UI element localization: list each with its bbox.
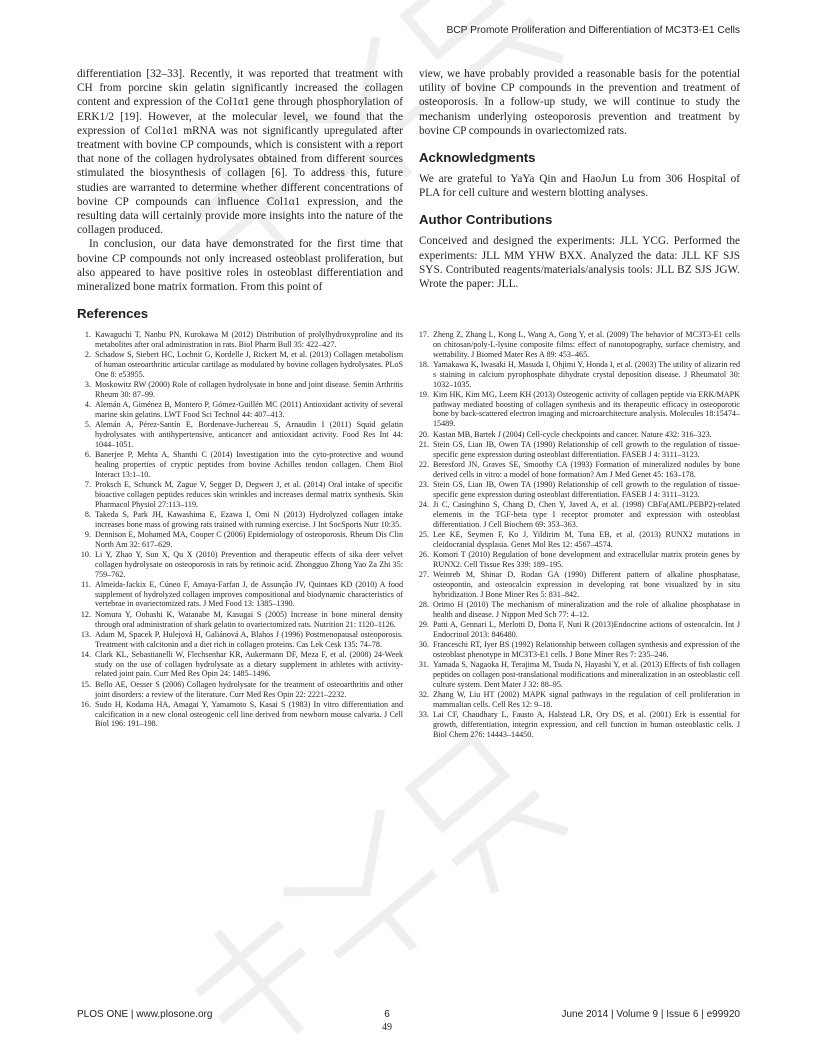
reference-text: Franceschi RT, Iyer BS (1992) Relationship between collagen synthesis and expression of the osteoblast phenotype in MC3T3-E1 cells. J Bone Miner Res 7: 235–246. bbox=[433, 640, 740, 659]
reference-number: 26. bbox=[418, 550, 429, 560]
footer-page-number: 6 bbox=[384, 1009, 390, 1020]
right-column bbox=[419, 67, 740, 294]
reference-number: 2. bbox=[84, 350, 91, 360]
reference-item bbox=[415, 530, 740, 550]
reference-item bbox=[415, 500, 740, 529]
reference-number: 6. bbox=[84, 450, 91, 460]
reference-number: 21. bbox=[418, 439, 429, 449]
reference-text: Beresford JN, Graves SE, Smoothy CA (1993) Formation of mineralized nodules by bone derived cells in vitro: a model of bone formation? Am J Med Genet 45: 163–178. bbox=[433, 459, 740, 479]
reference-number: 29. bbox=[418, 620, 429, 630]
reference-text: Alemán A, Pérez-Santín E, Bordenave-Juchereau S, Arnaudin I (2011) Squid gelatin hydrolysates with antihypertensive, anticancer and antioxidant activity. Food Res Int 44: 1044–1051. bbox=[95, 420, 403, 449]
reference-item bbox=[77, 550, 403, 579]
reference-item bbox=[77, 330, 403, 350]
reference-number: 4. bbox=[84, 400, 91, 410]
reference-text: Bello AE, Oesser S (2006) Collagen hydrolysate for the treatment of osteoarthritis and other joint disorders: a review of the literature. Curr Med Res Opin 22: 2221–2232. bbox=[95, 679, 403, 699]
reference-number: 28. bbox=[418, 600, 429, 610]
reference-item bbox=[415, 360, 740, 389]
reference-number: 27. bbox=[418, 570, 429, 580]
reference-text: Banerjee P, Mehta A, Shanthi C (2014) Investigation into the cyto-protective and wound healing properties of cryptic peptides from bovine Achilles tendon collagen. Chem Biol Interact 13:1–10. bbox=[95, 450, 403, 479]
reference-item bbox=[77, 530, 403, 550]
reference-item bbox=[415, 620, 740, 640]
references-list-right bbox=[415, 330, 740, 740]
author-contributions-text: Conceived and designed the experiments: JLL YCG. Performed the experiments: JLL MM YHW BXX. Analyzed the data: JLL KF SJS SYS. Contributed reagents/materials/analysis tools: JLL BZ SJS JGW. Wrote the paper: JLL. bbox=[419, 235, 740, 291]
reference-number: 19. bbox=[418, 389, 429, 399]
reference-number: 18. bbox=[418, 360, 429, 370]
reference-number: 22. bbox=[418, 459, 429, 469]
reference-item bbox=[77, 420, 403, 449]
reference-item bbox=[415, 460, 740, 480]
reference-text: Moskowitz RW (2000) Role of collagen hydrolysate in bone and joint disease. Semin Arthritis Rheum 30: 87–99. bbox=[95, 380, 403, 399]
reference-number: 9. bbox=[84, 530, 91, 539]
reference-text: Kastan MB, Bartek J (2004) Cell-cycle checkpoints and cancer. Nature 432: 316–323. bbox=[433, 429, 712, 439]
reference-item bbox=[415, 480, 740, 500]
reference-text: Alemán A, Giménez B, Montero P, Gómez-Guillén MC (2011) Antioxidant activity of several marine skin gelatins. LWT Food Sci Technol 44: 407–413. bbox=[95, 400, 403, 420]
reference-text: Stein GS, Lian JB, Owen TA (1990) Relationship of cell growth to the regulation of tissue-specific gene expression during osteoblast differentiation. FASEB J 4: 3111–3123. bbox=[433, 439, 740, 459]
reference-text: Zheng Z, Zhang L, Kong L, Wang A, Gong Y, et al. (2009) The behavior of MC3T3-E1 cells on chitosan/poly-L-lysine composite films: effect of nanotopography, surface chemistry, and wettability. J Biomed Mater Res A 89: 453–465. bbox=[433, 330, 740, 359]
footer-sheet-number: 49 bbox=[381, 1022, 392, 1033]
body-paragraph: view, we have probably provided a reasonable basis for the potential utility of bovine CP compounds in the prevention and treatment of osteoporosis. In a follow-up study, we will continue to study the mechanism underlying osteoporosis prevention and treatment by bovine CP compounds in ovariectomized rats. bbox=[419, 68, 740, 137]
reference-text: Yamada S, Nagaoka H, Terajima M, Tsuda N, Hayashi Y, et al. (2013) Effects of fish collagen peptides on collagen post-translational modifications and mineralization in an osteoblastic cell culture system. Dent Mater J 32: 88–95. bbox=[433, 660, 740, 689]
reference-text: Sudo H, Kodama HA, Amagai Y, Yamamoto S, Kasai S (1983) In vitro differentiation and calcification in a new clonal osteogenic cell line derived from newborn mouse calvaria. J Cell Biol 196: 191–198. bbox=[95, 699, 403, 729]
reference-text: Takeda S, Park JH, Kawashima E, Ezawa I, Omi N (2013) Hydrolyzed collagen intake increases bone mass of growing rats trained with running exercise. J Int SocSports Nutr 10:35. bbox=[95, 509, 403, 529]
reference-text: Adam M, Spacek P, Hulejová H, Galiánová A, Blahos J (1996) Postmenopausal osteoporosis. Treatment with calcitonin and a diet rich in collagen proteins. Cas Lek Cesk 135: 74–78. bbox=[95, 629, 403, 649]
reference-number: 15. bbox=[80, 679, 91, 689]
reference-number: 23. bbox=[418, 480, 429, 490]
reference-text: Lee KE, Seymen F, Ko J, Yildirim M, Tuna EB, et al. (2013) RUNX2 mutations in cleidocranial dysplasia. Genet Mol Res 12: 4567–4574. bbox=[433, 530, 740, 549]
reference-item bbox=[415, 550, 740, 570]
footer-page-block bbox=[382, 1008, 392, 1034]
running-head: BCP Promote Proliferation and Differentiation of MC3T3-E1 Cells bbox=[446, 25, 740, 36]
reference-number: 25. bbox=[418, 530, 429, 539]
reference-item bbox=[77, 680, 403, 700]
reference-text: Schadow S, Siebert HC, Lochnit G, Kordelle J, Rickert M, et al. (2013) Collagen metabolism of human osteoarthritic articular cartilage as modulated by bovine collagen hydrolysates. PLoS One 8: e53955. bbox=[95, 350, 403, 379]
reference-text: Stein GS, Lian JB, Owen TA (1990) Relationship of cell growth to the regulation of tissue-specific gene expression during osteoblast differentiation. FASEB J 4: 3111–3123. bbox=[433, 480, 740, 499]
reference-item bbox=[415, 390, 740, 429]
reference-item bbox=[77, 630, 403, 650]
reference-number: 30. bbox=[418, 640, 429, 650]
acknowledgments-heading: Acknowledgments bbox=[419, 150, 536, 166]
reference-item bbox=[77, 510, 403, 530]
reference-item bbox=[415, 690, 740, 710]
reference-text: Orimo H (2010) The mechanism of mineralization and the role of alkaline phosphatase in health and disease. J Nippon Med Sch 77: 4–12. bbox=[433, 600, 740, 619]
reference-text: Proksch E, Schunck M, Zague V, Segger D, Degwert J, et al. (2014) Oral intake of specific bioactive collagen peptides reduces skin wrinkles and increases dermal matrix synthesis. Skin Pharmacol Physiol 27:113–119. bbox=[95, 480, 403, 509]
reference-text: Nomura Y, Oohashi K, Watanabe M, Kasugai S (2005) Increase in bone mineral density through oral administration of shark gelatin to ovariectomized rats. Nutrition 21: 1120–1126. bbox=[95, 609, 403, 629]
reference-text: Kim HK, Kim MG, Leem KH (2013) Osteogenic activity of collagen peptide via ERK/MAPK pathway mediated boosting of collagen synthesis and its therapeutic efficacy in osteoporotic bone by back-scattered electron imaging and microarchitecture analysis. Molecules 18:15474– 15489. bbox=[433, 389, 740, 429]
reference-text: Yamakawa K, Iwasaki H, Masuda I, Ohjimi Y, Honda I, et al. (2003) The utility of alizarin red s staining in calcium pyrophosphate dihydrate crystal deposition disease. J Rheumatol 30: 1032–1035. bbox=[433, 360, 740, 389]
body-paragraph: differentiation [32–33]. Recently, it was reported that treatment with CH from porcine skin gelatin significantly increased the collagen content and expression of the Col1α1 gene through phosphorylation of ERK1/2 [19]. However, at the molecular level, we found that the expression of Col1α1 mRNA was not significantly upregulated after treatment with bovine CP compounds, which is consistent with a report that none of the collagen hydrolysates obtained from different sources stimulated the biosynthesis of collagen [6]. To address this, future studies are warranted to determine whether different concentrations of bovine CP compounds can influence Col1α1 expression, and the resulting data will certainly provide more insights into the nature of the collagen produced. bbox=[77, 68, 403, 237]
reference-item bbox=[77, 610, 403, 630]
footer-journal: PLOS ONE | www.plosone.org bbox=[77, 1009, 213, 1020]
reference-number: 20. bbox=[418, 429, 429, 439]
reference-number: 1. bbox=[84, 330, 91, 340]
reference-text: Lai CF, Chaudhary L, Fausto A, Halstead LR, Ory DS, et al. (2001) Erk is essential for growth, differentiation, integrin expression, and cell function in human osteoblastic cells. J Biol Chem 276: 14443–14450. bbox=[433, 710, 740, 739]
reference-number: 3. bbox=[84, 380, 91, 390]
reference-text: Li Y, Zhao Y, Sun X, Qu X (2010) Prevention and therapeutic effects of sika deer velvet collagen hydrolysate on osteoporosis in rats by retinoic acid. Zhongguo Zhong Yao Za Zhi 35: 759–762. bbox=[95, 550, 403, 579]
reference-item bbox=[415, 710, 740, 739]
reference-number: 14. bbox=[80, 649, 91, 659]
reference-item bbox=[415, 430, 740, 440]
reference-item bbox=[415, 440, 740, 460]
reference-item bbox=[77, 700, 403, 729]
reference-item bbox=[415, 330, 740, 359]
reference-number: 31. bbox=[418, 660, 429, 670]
acknowledgments-text: We are grateful to YaYa Qin and HaoJun Lu from 306 Hospital of PLA for cell culture and western blotting analyses. bbox=[419, 173, 740, 200]
references-columns bbox=[77, 330, 740, 740]
references-list-left bbox=[77, 330, 403, 740]
reference-number: 16. bbox=[80, 699, 91, 709]
reference-text: Dennison E, Mohamed MA, Cooper C (2006) Epidemiology of osteoporosis. Rheum Dis Clin North Am 32: 617–629. bbox=[95, 530, 403, 549]
reference-text: Ji C, Casinghino S, Chang D, Chen Y, Javed A, et al. (1998) CBFa(AML/PEBP2)-related elements in the TGF-beta type I receptor promoter and expression with osteoblast differentiation. J Cell Biochem 69: 353–363. bbox=[433, 500, 740, 529]
reference-text: Weinreb M, Shinar D, Rodan GA (1990) Different pattern of alkaline phosphatase, osteopontin, and osteocalcin expression in developing rat bone visualized by in situ hybridization. J Bone Miner Res 5: 831–842. bbox=[433, 570, 740, 599]
reference-number: 10. bbox=[80, 550, 91, 560]
references-heading: References bbox=[77, 306, 149, 322]
reference-text: Kawaguchi T, Nanbu PN, Kurokawa M (2012) Distribution of prolylhydroxyproline and its metabolites after oral administration in rats. Biol Pharm Bull 35: 422–427. bbox=[95, 330, 403, 349]
reference-number: 11. bbox=[81, 579, 91, 589]
reference-item bbox=[415, 570, 740, 599]
reference-item bbox=[77, 400, 403, 420]
reference-number: 5. bbox=[84, 420, 91, 430]
author-contributions-heading: Author Contributions bbox=[419, 212, 553, 228]
left-column bbox=[77, 67, 403, 294]
reference-item bbox=[77, 350, 403, 379]
footer-issue: June 2014 | Volume 9 | Issue 6 | e99920 bbox=[561, 1009, 740, 1020]
reference-number: 24. bbox=[418, 500, 429, 510]
reference-text: Zhang W, Liu HT (2002) MAPK signal pathways in the regulation of cell proliferation in mammalian cells. Cell Res 12: 9–18. bbox=[433, 690, 740, 709]
body-paragraph: In conclusion, our data have demonstrated for the first time that bovine CP compounds not only increased osteoblast proliferation, but also appeared to have positive roles in osteoblast differentiation and mineralized bone matrix formation. From this point of bbox=[77, 238, 403, 294]
reference-item bbox=[415, 600, 740, 620]
reference-number: 7. bbox=[84, 480, 91, 490]
reference-number: 32. bbox=[418, 690, 429, 700]
reference-number: 17. bbox=[418, 330, 429, 340]
body-columns bbox=[77, 67, 740, 294]
reference-number: 33. bbox=[418, 710, 429, 720]
reference-text: Clark KL, Sebastianelli W, Flechsenhar KR, Aukermann DF, Meza F, et al. (2008) 24-Week study on the use of collagen hydrolysate as a dietary supplement in athletes with activity-related joint pain. Curr Med Res Opin 24: 1485–1496. bbox=[95, 649, 403, 679]
reference-item bbox=[415, 640, 740, 660]
reference-number: 13. bbox=[80, 629, 91, 639]
reference-number: 8. bbox=[84, 509, 91, 519]
reference-text: Patti A, Gennari L, Merlotti D, Dotta F, Nuti R (2013)Endocrine actions of osteocalcin. Int J Endocrinol 2013: 846480. bbox=[433, 620, 740, 639]
reference-item bbox=[77, 450, 403, 479]
reference-item bbox=[77, 580, 403, 609]
footer bbox=[77, 994, 740, 1034]
reference-text: Almeida-Jackix E, Cúneo F, Amaya-Farfan J, de Assunção JV, Quintaes KD (2010) A food supplement of hydrolyzed collagen improves compositional and biodynamic characteristics of vertebrae in ovariectomized rats. J Med Food 13: 1385–1390. bbox=[95, 579, 403, 609]
reference-item bbox=[77, 480, 403, 509]
reference-item bbox=[77, 650, 403, 679]
reference-item bbox=[415, 660, 740, 689]
reference-item bbox=[77, 380, 403, 400]
reference-text: Komori T (2010) Regulation of bone development and extracellular matrix protein genes by RUNX2. Cell Tissue Res 339: 189–195. bbox=[433, 550, 740, 569]
reference-number: 12. bbox=[80, 609, 91, 619]
